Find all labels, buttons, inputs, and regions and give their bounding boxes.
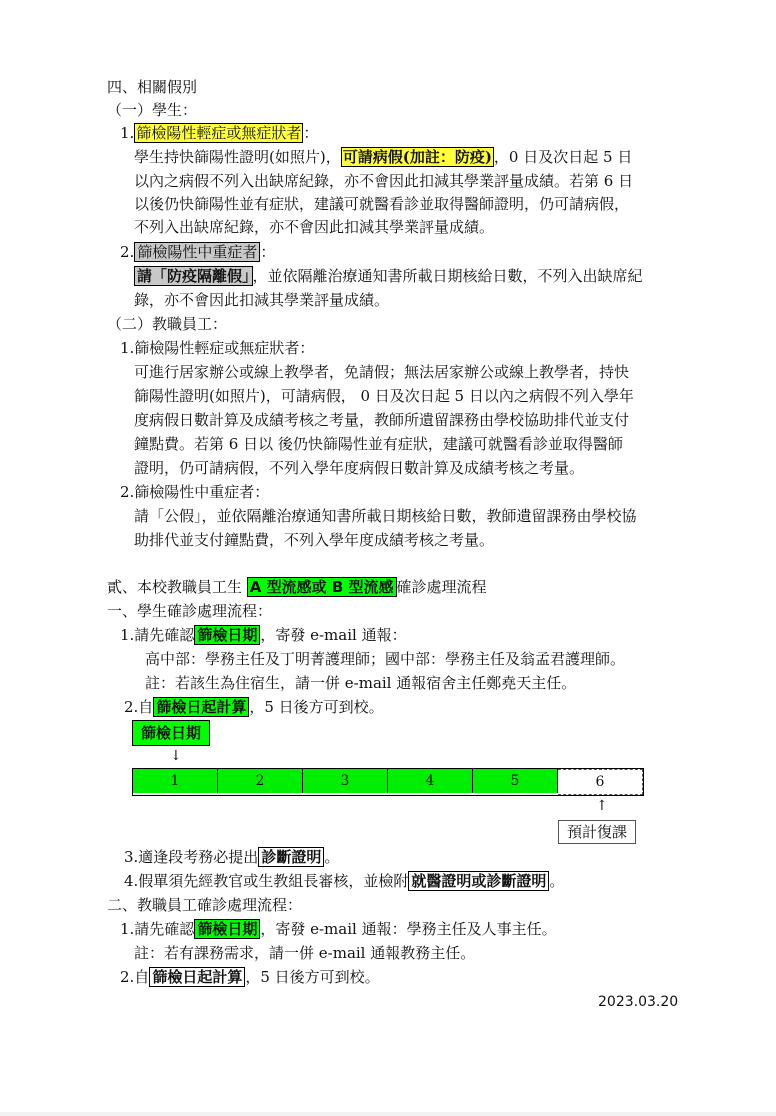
student-severe-heading [120, 241, 275, 263]
boxed-count-from: 篩檢日起計算 [149, 967, 245, 987]
student-flow-step-1-line-3: 註：若該生為住宿生，請一併 e-mail 通報宿舍主任鄭堯天主任。 [145, 674, 577, 692]
highlight-flu: A 型流感或 B 型流感 [247, 577, 397, 597]
highlight-screen-date: 篩檢日期 [194, 625, 260, 645]
text: ，寄發 e-mail 通報：學務主任及人事主任。 [260, 920, 557, 938]
text: 1.請先確認 [120, 626, 195, 644]
staff-severe-line-1: 請「公假」，並依隔離治療通知書所載日期核給日數，教師遺留課務由學校協 [134, 507, 637, 525]
timeline-start-label: 篩檢日期 [132, 720, 210, 746]
text: 確診處理流程 [396, 578, 487, 596]
staff-mild-line-3: 度病假日數計算及成績考核之考量，教師所遺留課務由學校協助排代並支付 [134, 411, 630, 429]
student-severe-line-1 [134, 265, 643, 287]
timeline-day-4: 4 [388, 769, 473, 793]
text: 2.自 [124, 698, 154, 716]
page-bottom-edge [0, 1112, 776, 1116]
student-mild-heading [120, 122, 318, 144]
text: 。 [324, 848, 340, 866]
text: 3.適逢段考務必提出 [124, 848, 259, 866]
item-number: 1. [120, 124, 135, 142]
staff-heading: （二）教職員工： [107, 315, 228, 333]
section-four-title: 四、相關假別 [107, 78, 198, 96]
timeline-day-3: 3 [303, 769, 388, 793]
students-heading: （一）學生： [107, 101, 198, 119]
up-arrow-icon: ↑ [596, 798, 608, 814]
timeline-day-2: 2 [218, 769, 303, 793]
student-mild-line-4: 不列入出缺席紀錄，亦不會因此扣減其學業評量成績。 [134, 218, 495, 236]
text: ，0 日及次日起 5 日 [493, 148, 633, 166]
student-flow-step-4 [124, 870, 564, 892]
highlight-mild: 篩檢陽性輕症或無症狀者 [136, 124, 302, 142]
staff-flow-step-2 [120, 966, 380, 988]
staff-mild-line-2: 篩陽性證明(如照片)，可請病假， 0 日及次日起 5 日以內之病假不列入學年 [134, 387, 634, 405]
text: 1.請先確認 [120, 920, 195, 938]
text: 2.自 [120, 968, 150, 986]
document-date: 2023.03.20 [598, 994, 679, 1010]
text: 4.假單須先經教官或生教組長審核，並檢附 [124, 872, 409, 890]
text: ，5 日後方可到校。 [245, 968, 380, 986]
timeline-day-1: 1 [133, 769, 218, 793]
text: 。 [549, 872, 565, 890]
staff-severe-heading: 2.篩檢陽性中重症者： [120, 483, 270, 501]
staff-flow-step-1 [120, 918, 557, 940]
student-mild-line-3: 以後仍快篩陽性並有症狀，建議可就醫看診並取得醫師證明，仍可請病假， [134, 195, 630, 213]
section-b-title [107, 576, 487, 598]
student-flow-step-1-line-2: 高中部：學務主任及丁明菁護理師；國中部：學務主任及翁孟君護理師。 [145, 650, 626, 668]
student-flow-title: 一、學生確診處理流程： [107, 602, 273, 620]
text: 學生持快篩陽性證明(如照片)， [134, 148, 341, 166]
staff-flow-step-1-note: 註：若有課務需求，請一併 e-mail 通報教務主任。 [134, 944, 476, 962]
timeline-day-6: 6 [558, 769, 643, 795]
highlight-quarantine-leave: 請「防疫隔離假」 [134, 266, 253, 286]
staff-mild-line-4: 鐘點費。若第 6 日以 後仍快篩陽性並有症狀，建議可就醫看診並取得醫師 [134, 435, 623, 453]
text: ，寄發 e-mail 通報： [260, 626, 407, 644]
student-severe-line-2: 錄，亦不會因此扣減其學業評量成績。 [134, 291, 390, 309]
staff-flow-title: 二、教職員工確診處理流程： [107, 896, 303, 914]
colon: ： [260, 243, 276, 261]
return-to-school-label: 預計復課 [558, 820, 636, 844]
item-number: 2. [120, 243, 135, 261]
student-mild-line-1 [134, 146, 632, 168]
timeline-day-5: 5 [473, 769, 558, 793]
student-flow-step-3 [124, 846, 339, 868]
down-arrow-icon: ↓ [170, 748, 182, 764]
text: ，5 日後方可到校。 [249, 698, 384, 716]
staff-mild-line-5: 證明，仍可請病假，不列入學年度病假日數計算及成績考核之考量。 [134, 459, 585, 477]
highlight-severe: 篩檢陽性中重症者 [134, 242, 260, 262]
student-flow-step-2 [124, 696, 384, 718]
text: 貳、本校教職員工生 [107, 578, 247, 596]
text: ，並依隔離治療通知書所載日期核給日數，不列入出缺席紀 [252, 267, 643, 285]
staff-mild-line-1: 可進行居家辦公或線上教學者，免請假；無法居家辦公或線上教學者，持快 [134, 363, 630, 381]
highlight-screen-date: 篩檢日期 [194, 919, 260, 939]
boxed-medical-cert: 就醫證明或診斷證明 [408, 871, 549, 891]
highlight-count-from: 篩檢日起計算 [153, 697, 249, 717]
colon: ： [303, 124, 319, 142]
student-flow-step-1 [120, 624, 407, 646]
timeline-bar [132, 768, 644, 796]
highlight-sick-leave: 可請病假(加註：防疫) [342, 148, 492, 166]
boxed-diagnosis-cert: 診斷證明 [258, 847, 324, 867]
student-mild-line-2: 以內之病假不列入出缺席紀錄，亦不會因此扣減其學業評量成績。若第 6 日 [134, 172, 634, 190]
staff-severe-line-2: 助排代並支付鐘點費，不列入學年度成績考核之考量。 [134, 531, 495, 549]
staff-mild-heading: 1.篩檢陽性輕症或無症狀者： [120, 339, 315, 357]
